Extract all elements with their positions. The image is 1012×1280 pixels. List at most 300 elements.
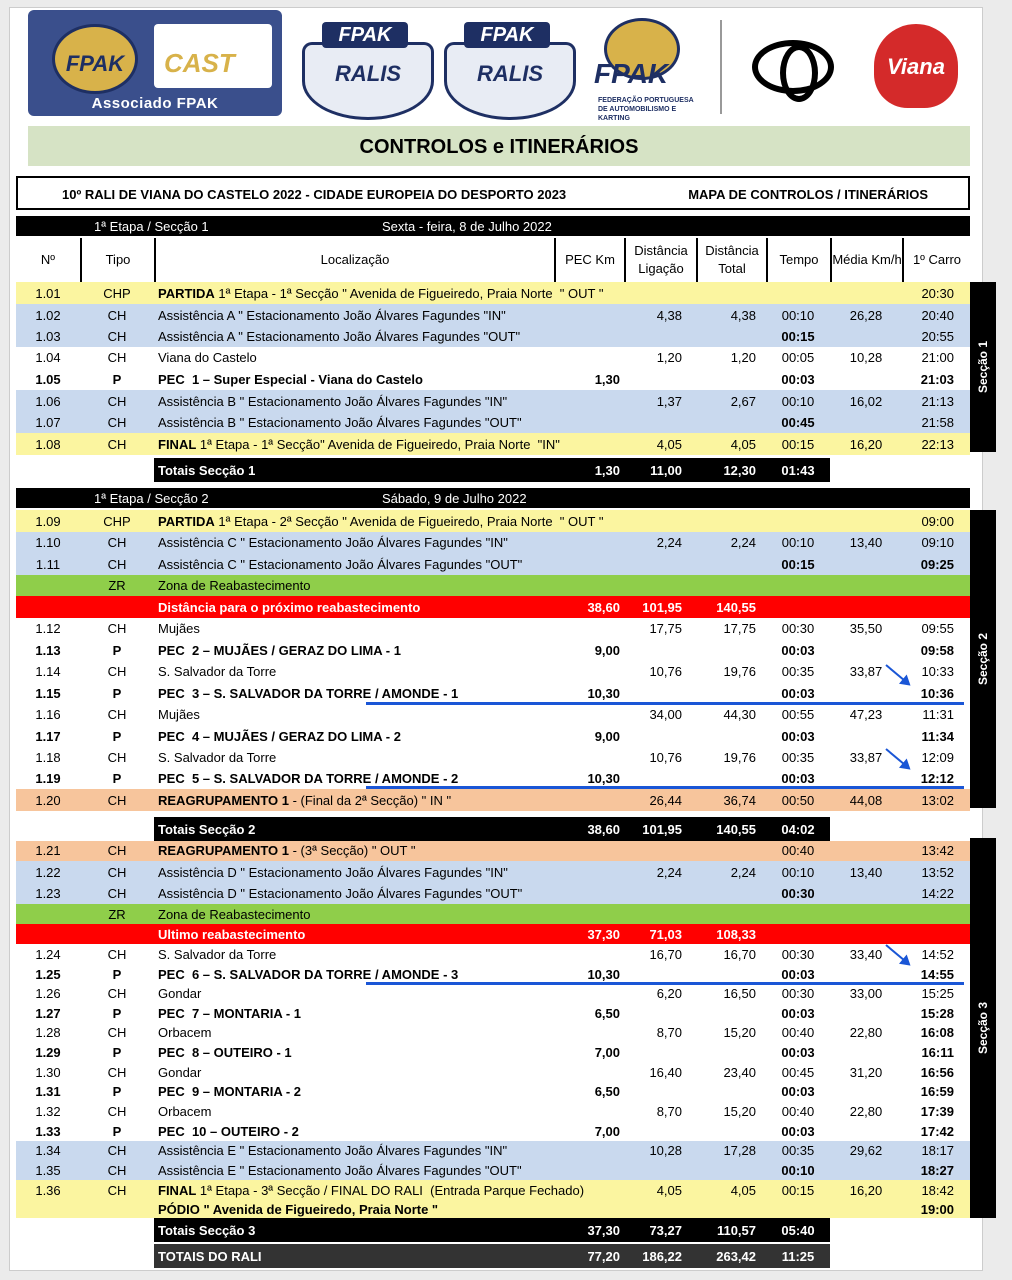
fpak-badge-text: FPAK	[65, 51, 125, 76]
row-distancia-ligacao	[624, 904, 696, 924]
row-localizacao-text: Mujães	[158, 707, 200, 722]
row-tempo: 00:05	[781, 350, 815, 365]
row-tempo: 00:40	[781, 1025, 815, 1040]
row-tipo: CH	[107, 864, 127, 880]
row-tipo: CHP	[103, 285, 131, 301]
side-label-text: Secção 1	[976, 340, 990, 394]
row-media: 10,28	[849, 350, 883, 365]
row-tempo	[766, 510, 830, 532]
row-tempo	[766, 1200, 830, 1219]
row-localizacao	[154, 789, 554, 811]
totals-tm: 05:40	[781, 1222, 815, 1238]
table-row	[16, 347, 970, 368]
totals-pec: 77,20	[587, 1248, 620, 1264]
section-label: 1ª Etapa / Secção 1	[94, 218, 209, 234]
table-row	[16, 510, 970, 532]
row-media: 44,08	[849, 792, 883, 808]
row-localizacao-text: PEC 6 – S. SALVADOR DA TORRE / AMONDE - 3	[158, 966, 459, 982]
row-localizacao	[154, 553, 554, 575]
row-media	[830, 924, 902, 944]
col-header-dist-total: Distância Total	[696, 238, 766, 282]
row-1-carro: 09:10	[921, 535, 954, 550]
row-number: 1.05	[35, 371, 61, 387]
row-localizacao	[154, 347, 554, 368]
row-tipo: P	[112, 728, 122, 744]
row-tipo: CH	[107, 393, 127, 409]
row-tempo: 00:15	[781, 436, 815, 452]
row-pec-km	[554, 433, 624, 455]
row-distancia-total: 140,55	[716, 599, 756, 615]
row-tempo: 00:15	[781, 329, 815, 344]
row-tempo: 00:35	[781, 1143, 815, 1158]
row-distancia-ligacao	[624, 553, 696, 575]
table-row	[16, 725, 970, 747]
row-localizacao-text: Assistência A " Estacionamento João Álvares Fagundes "IN"	[158, 307, 506, 323]
row-distancia-total	[696, 282, 766, 304]
row-1-carro: 18:27	[920, 1162, 954, 1178]
table-row	[16, 639, 970, 661]
row-number: 1.28	[35, 1025, 61, 1040]
campeonato-ralis-shield-icon	[302, 22, 428, 114]
row-pec-km	[554, 412, 624, 433]
row-pec-km	[554, 883, 624, 904]
table-row	[16, 1082, 970, 1101]
row-localizacao	[154, 1121, 554, 1141]
row-tipo: ZR	[108, 906, 126, 922]
col-header-tipo: Tipo	[80, 238, 154, 282]
row-distancia-total: 2,24	[730, 864, 756, 880]
highlight-underline	[366, 982, 964, 985]
row-tipo: CH	[107, 1025, 127, 1040]
table-row	[16, 861, 970, 883]
row-number: 1.29	[35, 1044, 61, 1060]
row-localizacao-text: - (3ª Secção) " OUT "	[288, 842, 416, 858]
row-distancia-ligacao	[624, 1042, 696, 1062]
row-localizacao-bold: FINAL	[158, 436, 197, 452]
totals-label: Totais Secção 1	[158, 462, 256, 478]
row-localizacao	[154, 904, 554, 924]
column-header-row	[16, 238, 970, 282]
row-distancia-ligacao	[624, 1160, 696, 1180]
row-number: 1.09	[35, 513, 61, 529]
row-number: 1.34	[35, 1143, 61, 1158]
totals-pec: 37,30	[587, 1222, 620, 1238]
row-media	[830, 682, 902, 704]
row-distancia-total: 4,05	[730, 436, 756, 452]
table-row	[16, 1200, 970, 1219]
row-localizacao	[154, 532, 554, 553]
map-label: MAPA DE CONTROLOS / ITINERÁRIOS	[688, 187, 928, 202]
row-distancia-ligacao	[624, 682, 696, 704]
row-distancia-total: 4,05	[730, 1182, 756, 1198]
row-distancia-total: 1,20	[730, 350, 756, 365]
row-pec-km	[554, 618, 624, 639]
row-1-carro: 13:42	[921, 842, 954, 858]
row-tipo: CHP	[103, 513, 131, 529]
row-distancia-ligacao: 6,20	[656, 985, 682, 1001]
row-tempo	[766, 596, 830, 618]
row-localizacao-text: 1ª Etapa - 3ª Secção / FINAL DO RALI (Entrada Parque Fechado)	[196, 1182, 585, 1198]
row-localizacao	[154, 1003, 554, 1023]
row-media: 31,20	[849, 1064, 883, 1080]
table-row	[16, 304, 970, 326]
row-tempo: 00:30	[781, 886, 815, 901]
row-pec-km	[554, 510, 624, 532]
row-tipo: CH	[107, 1103, 127, 1119]
row-localizacao-text: PEC 3 – S. SALVADOR DA TORRE / AMONDE - 1	[158, 685, 459, 701]
row-1-carro: 21:00	[921, 350, 954, 365]
row-pec-km	[554, 1200, 624, 1219]
row-tempo: 00:10	[781, 1162, 815, 1178]
row-localizacao-text: Assistência B " Estacionamento João Álvares Fagundes "OUT"	[158, 415, 522, 430]
row-localizacao	[154, 510, 604, 532]
row-localizacao	[154, 326, 554, 347]
row-distancia-ligacao	[624, 368, 696, 390]
row-distancia-total	[696, 1160, 766, 1180]
row-1-carro: 14:52	[921, 946, 954, 962]
row-tipo: P	[112, 1005, 122, 1021]
row-media	[830, 1003, 902, 1023]
row-media	[830, 412, 902, 433]
page-title: CONTROLOS e ITINERÁRIOS	[28, 126, 970, 166]
table-row	[16, 924, 970, 944]
row-localizacao	[154, 883, 554, 904]
row-1-carro	[902, 924, 970, 944]
row-distancia-ligacao: 1,37	[656, 393, 682, 409]
toyota-inner-ring	[780, 44, 818, 102]
row-tipo: P	[112, 685, 122, 701]
row-distancia-ligacao	[624, 575, 696, 596]
row-distancia-total	[696, 575, 766, 596]
row-localizacao-text: Assistência D " Estacionamento João Álvares Fagundes "IN"	[158, 864, 508, 880]
row-distancia-ligacao: 101,95	[642, 599, 682, 615]
row-distancia-total	[696, 883, 766, 904]
col-header-pec: PEC Km	[554, 238, 624, 282]
row-localizacao-text: Assistência A " Estacionamento João Álvares Fagundes "OUT"	[158, 329, 521, 344]
row-number: 1.32	[35, 1103, 61, 1119]
row-distancia-ligacao: 4,05	[656, 436, 682, 452]
row-tempo: 00:30	[781, 985, 815, 1001]
row-distancia-ligacao: 17,75	[649, 621, 682, 636]
row-localizacao	[154, 1062, 554, 1082]
row-number: 1.12	[35, 621, 61, 636]
row-pec-km	[554, 789, 624, 811]
row-tempo: 00:40	[781, 842, 815, 858]
cast-text: CAST	[164, 48, 235, 78]
table-row	[16, 1062, 970, 1082]
row-distancia-total	[696, 368, 766, 390]
section-date: Sexta - feira, 8 de Julho 2022	[382, 218, 552, 234]
row-tipo: P	[112, 642, 122, 658]
row-tempo: 00:03	[781, 771, 815, 786]
row-localizacao	[154, 682, 554, 704]
table-row	[16, 839, 970, 861]
table-row	[16, 944, 970, 964]
row-localizacao	[154, 412, 554, 433]
row-tipo: P	[112, 371, 122, 387]
table-row	[16, 1023, 970, 1042]
row-tempo	[766, 924, 830, 944]
row-media	[830, 1121, 902, 1141]
row-distancia-total: 17,75	[723, 621, 756, 636]
table-row	[16, 596, 970, 618]
row-pec-km: 6,50	[594, 1005, 620, 1021]
row-number: 1.07	[35, 415, 61, 430]
row-distancia-total	[696, 682, 766, 704]
row-tipo: P	[112, 1123, 122, 1139]
row-localizacao	[154, 282, 604, 304]
row-localizacao-text: PEC 7 – MONTARIA - 1	[158, 1005, 302, 1021]
row-media	[830, 510, 902, 532]
totals-tm: 04:02	[781, 821, 815, 837]
row-localizacao-text: Mujães	[158, 621, 200, 636]
shield-word: RALIS	[335, 61, 401, 86]
row-tipo: CH	[107, 621, 127, 636]
row-localizacao	[154, 725, 554, 747]
table-row	[16, 1042, 970, 1062]
row-distancia-ligacao	[624, 725, 696, 747]
row-pec-km	[554, 326, 624, 347]
row-distancia-total	[696, 510, 766, 532]
row-tempo: 00:30	[781, 621, 815, 636]
row-distancia-ligacao	[624, 412, 696, 433]
row-localizacao-text: Gondar	[158, 985, 202, 1001]
row-localizacao	[154, 304, 554, 326]
row-localizacao-text: Gondar	[158, 1064, 202, 1080]
row-tipo: CH	[107, 750, 127, 765]
row-localizacao-text: - (Final da 2ª Secção) " IN "	[288, 792, 452, 808]
row-1-carro: 18:42	[921, 1182, 954, 1198]
row-media	[830, 1160, 902, 1180]
row-localizacao	[154, 661, 554, 682]
row-1-carro: 17:39	[920, 1103, 954, 1119]
row-localizacao	[154, 1082, 554, 1101]
row-distancia-ligacao: 26,44	[649, 792, 682, 808]
row-tempo: 00:35	[781, 750, 815, 765]
row-distancia-ligacao	[624, 1200, 696, 1219]
row-localizacao-text: 1ª Etapa - 1ª Secção " Avenida de Figueiredo, Praia Norte " OUT "	[214, 285, 604, 301]
table-row	[16, 433, 970, 455]
row-distancia-total: 36,74	[723, 792, 756, 808]
row-pec-km	[554, 1180, 624, 1200]
row-distancia-ligacao: 4,38	[656, 307, 682, 323]
row-media	[830, 639, 902, 661]
table-row	[16, 704, 970, 725]
row-pec-km	[554, 553, 624, 575]
row-tempo: 00:15	[781, 1182, 815, 1198]
table-row	[16, 326, 970, 347]
row-distancia-total: 108,33	[716, 926, 756, 942]
row-localizacao	[154, 618, 554, 639]
row-tempo: 00:03	[781, 1123, 815, 1139]
fpak-cast-logo	[28, 10, 282, 116]
row-tipo: CH	[107, 946, 127, 962]
row-media	[830, 282, 902, 304]
row-tempo: 00:15	[781, 556, 815, 572]
row-localizacao	[154, 1042, 554, 1062]
row-1-carro: 11:31	[922, 707, 954, 722]
row-distancia-total: 2,67	[730, 393, 756, 409]
row-1-carro: 17:42	[920, 1123, 954, 1139]
row-number: 1.36	[35, 1182, 61, 1198]
row-distancia-ligacao: 8,70	[656, 1103, 682, 1119]
row-distancia-ligacao: 2,24	[656, 535, 682, 550]
col-header-1-carro: 1º Carro	[902, 238, 970, 282]
row-number: 1.16	[35, 707, 61, 722]
row-tipo: CH	[107, 1162, 127, 1178]
row-localizacao-text: PEC 1 – Super Especial - Viana do Castelo	[158, 371, 423, 387]
row-distancia-total: 44,30	[723, 707, 756, 722]
row-pec-km	[554, 532, 624, 553]
row-distancia-ligacao: 71,03	[649, 926, 682, 942]
table-row	[16, 682, 970, 704]
row-1-carro: 22:13	[921, 436, 954, 452]
row-media: 33,87	[849, 664, 883, 679]
row-1-carro: 09:55	[921, 621, 954, 636]
row-distancia-total	[696, 412, 766, 433]
row-localizacao-text: Orbacem	[158, 1103, 212, 1119]
row-1-carro: 12:12	[920, 771, 954, 786]
col-header-n: Nº	[40, 252, 56, 267]
row-tipo: P	[112, 771, 122, 786]
row-number	[16, 575, 80, 596]
row-distancia-ligacao: 34,00	[649, 707, 682, 722]
totals-tm: 01:43	[781, 462, 815, 478]
row-number: 1.06	[35, 393, 61, 409]
row-distancia-ligacao	[624, 839, 696, 861]
row-pec-km	[554, 390, 624, 412]
row-localizacao-text: Assistência D " Estacionamento João Álvares Fagundes "OUT"	[158, 886, 523, 901]
row-tempo: 00:35	[781, 664, 815, 679]
section-label: 1ª Etapa / Secção 2	[94, 490, 209, 506]
row-tempo: 00:03	[781, 642, 815, 658]
table-row	[16, 661, 970, 682]
cast-logo-icon	[154, 24, 272, 88]
row-localizacao	[154, 1160, 554, 1180]
row-distancia-ligacao: 4,05	[656, 1182, 682, 1198]
totals-row	[16, 1218, 970, 1242]
row-localizacao	[154, 596, 554, 618]
side-label-seccao-1	[970, 282, 996, 452]
row-distancia-ligacao	[624, 883, 696, 904]
row-tempo: 00:55	[781, 707, 815, 722]
row-distancia-total	[696, 639, 766, 661]
row-tipo	[80, 596, 154, 618]
shield-body	[444, 42, 576, 120]
row-localizacao-text: Assistência C " Estacionamento João Álvares Fagundes "OUT"	[158, 556, 523, 572]
row-media	[830, 553, 902, 575]
col-header-tempo: Tempo	[766, 238, 830, 282]
row-distancia-total: 15,20	[723, 1025, 756, 1040]
row-pec-km	[554, 983, 624, 1003]
row-media: 16,20	[849, 436, 883, 452]
row-media	[830, 725, 902, 747]
row-number: 1.21	[35, 842, 61, 858]
row-localizacao-text: S. Salvador da Torre	[158, 750, 277, 765]
row-media	[830, 596, 902, 618]
row-tipo: CH	[107, 415, 127, 430]
row-localizacao-bold: FINAL	[158, 1182, 197, 1198]
totals-label: TOTAIS DO RALI	[158, 1248, 262, 1264]
row-distancia-ligacao	[624, 639, 696, 661]
totals-dl: 11,00	[650, 462, 682, 478]
row-tempo: 00:03	[781, 371, 815, 387]
table-row	[16, 553, 970, 575]
row-1-carro	[902, 596, 970, 618]
row-media: 22,80	[849, 1103, 883, 1119]
table-row	[16, 983, 970, 1003]
row-number: 1.08	[35, 436, 61, 452]
row-distancia-total: 16,50	[723, 985, 756, 1001]
row-localizacao	[154, 1141, 554, 1160]
row-pec-km	[554, 839, 624, 861]
row-localizacao-text: Orbacem	[158, 1025, 212, 1040]
row-media: 13,40	[849, 864, 883, 880]
row-media	[830, 326, 902, 347]
row-media: 47,23	[849, 707, 883, 722]
row-distancia-ligacao	[624, 282, 696, 304]
row-tempo: 00:45	[781, 415, 815, 430]
side-label-text: Secção 3	[976, 1001, 990, 1055]
row-1-carro: 18:17	[921, 1143, 954, 1158]
row-media: 16,02	[849, 393, 883, 409]
row-distancia-ligacao: 10,28	[649, 1143, 682, 1158]
row-localizacao	[154, 1023, 554, 1042]
row-tipo: CH	[107, 792, 127, 808]
row-pec-km: 7,00	[594, 1044, 620, 1060]
rally-name: 10º RALI DE VIANA DO CASTELO 2022 - CIDADE EUROPEIA DO DESPORTO 2023	[62, 187, 567, 202]
table-row	[16, 390, 970, 412]
row-localizacao-bold: PARTIDA	[158, 285, 215, 301]
table-row	[16, 368, 970, 390]
row-pec-km: 10,30	[587, 685, 620, 701]
table-row	[16, 964, 970, 984]
row-number: 1.24	[35, 946, 61, 962]
row-localizacao-text: Assistência C " Estacionamento João Álvares Fagundes "IN"	[158, 535, 508, 550]
row-localizacao-text: Distância para o próximo reabastecimento	[158, 599, 421, 615]
row-tempo: 00:03	[781, 966, 815, 982]
totals-dl: 101,95	[642, 821, 682, 837]
table-row	[16, 1141, 970, 1160]
row-number: 1.20	[35, 792, 61, 808]
col-header-dist-ligacao: Distância Ligação	[624, 238, 696, 282]
table-row	[16, 618, 970, 639]
row-number	[16, 904, 80, 924]
row-localizacao-text: PEC 5 – S. SALVADOR DA TORRE / AMONDE - 2	[158, 771, 459, 786]
row-pec-km: 10,30	[587, 966, 620, 982]
row-number: 1.18	[35, 750, 61, 765]
row-distancia-total: 16,70	[723, 946, 756, 962]
row-number: 1.25	[35, 966, 61, 982]
row-media: 35,50	[849, 621, 883, 636]
row-distancia-ligacao: 8,70	[656, 1025, 682, 1040]
totals-label: Totais Secção 2	[158, 821, 256, 837]
row-media: 16,20	[849, 1182, 883, 1198]
row-pec-km: 38,60	[587, 599, 620, 615]
row-localizacao	[154, 704, 554, 725]
row-media: 29,62	[849, 1143, 883, 1158]
totals-pec: 38,60	[587, 821, 620, 837]
row-number: 1.17	[35, 728, 61, 744]
table-row	[16, 575, 970, 596]
row-tipo: P	[112, 1044, 122, 1060]
row-localizacao-bold: REAGRUPAMENTO 1	[158, 842, 289, 858]
row-1-carro	[902, 904, 970, 924]
row-tipo: CH	[107, 664, 127, 679]
row-distancia-total	[696, 1003, 766, 1023]
table-row	[16, 789, 970, 811]
row-1-carro: 13:52	[921, 864, 954, 880]
